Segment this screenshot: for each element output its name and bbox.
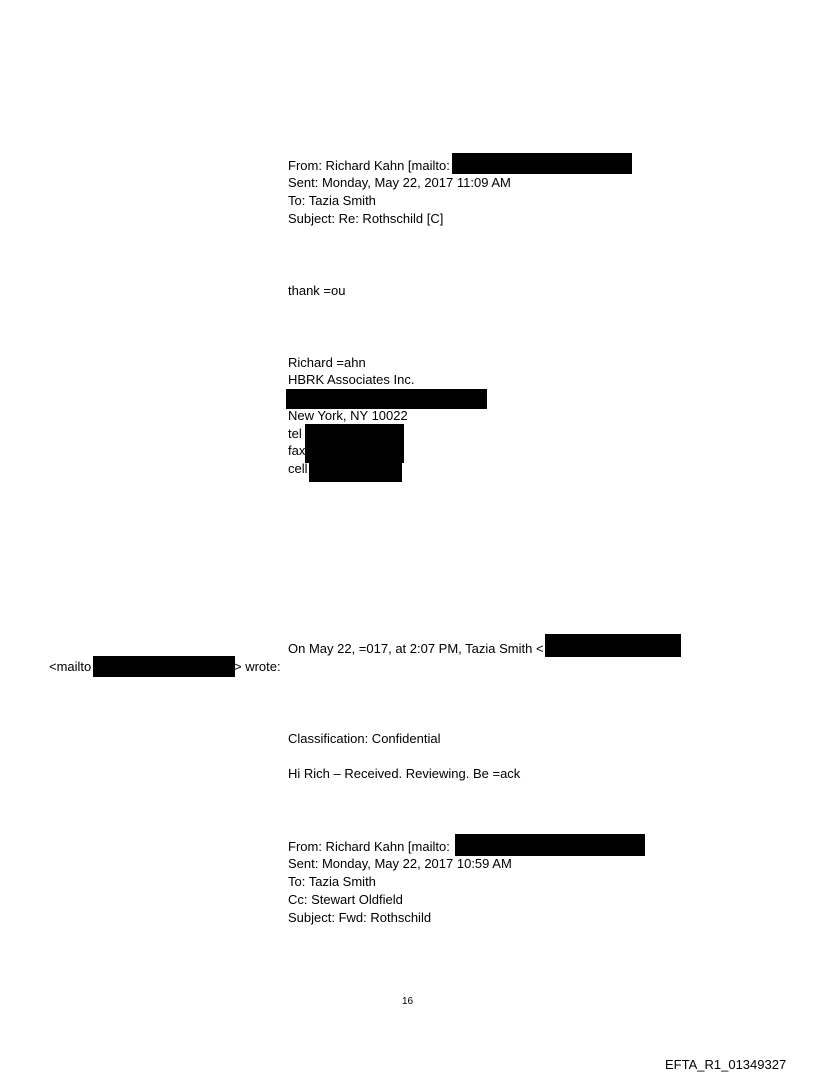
quote-mailto: <mailto bbox=[49, 659, 92, 674]
signature-fax: fax bbox=[288, 443, 306, 458]
email1-subject: Subject: Re: Rothschild [C] bbox=[288, 211, 444, 226]
page-number: 16 bbox=[402, 996, 414, 1007]
reply-body: Hi Rich – Received. Reviewing. Be =ack bbox=[288, 766, 521, 781]
email1-body: thank =ou bbox=[288, 283, 346, 298]
email2-subject: Subject: Fwd: Rothschild bbox=[288, 910, 432, 925]
redaction-block bbox=[545, 634, 681, 657]
redaction-block bbox=[305, 442, 404, 463]
email2-cc: Cc: Stewart Oldfield bbox=[288, 892, 403, 907]
email2-from: From: Richard Kahn [mailto: bbox=[288, 839, 450, 854]
redaction-block bbox=[305, 424, 404, 443]
signature-company: HBRK Associates Inc. bbox=[288, 372, 415, 387]
classification-label: Classification: Confidential bbox=[288, 731, 441, 746]
signature-city: New York, NY 10022 bbox=[288, 408, 408, 423]
redaction-block bbox=[455, 834, 645, 856]
redaction-block bbox=[286, 389, 487, 409]
email2-to: To: Tazia Smith bbox=[288, 874, 376, 889]
signature-name: Richard =ahn bbox=[288, 355, 366, 370]
quote-wrote: > wrote: bbox=[234, 659, 281, 674]
redaction-block bbox=[93, 656, 235, 677]
email1-to: To: Tazia Smith bbox=[288, 193, 376, 208]
quote-line: On May 22, =017, at 2:07 PM, Tazia Smith < bbox=[288, 641, 544, 656]
redaction-block bbox=[452, 153, 632, 174]
bates-number: EFTA_R1_01349327 bbox=[665, 1057, 787, 1072]
email1-from: From: Richard Kahn [mailto: bbox=[288, 158, 450, 173]
signature-cell: cell bbox=[288, 461, 308, 476]
signature-tel: tel bbox=[288, 426, 302, 441]
redaction-block bbox=[309, 461, 402, 482]
email2-sent: Sent: Monday, May 22, 2017 10:59 AM bbox=[288, 856, 512, 871]
email1-sent: Sent: Monday, May 22, 2017 11:09 AM bbox=[288, 175, 511, 190]
